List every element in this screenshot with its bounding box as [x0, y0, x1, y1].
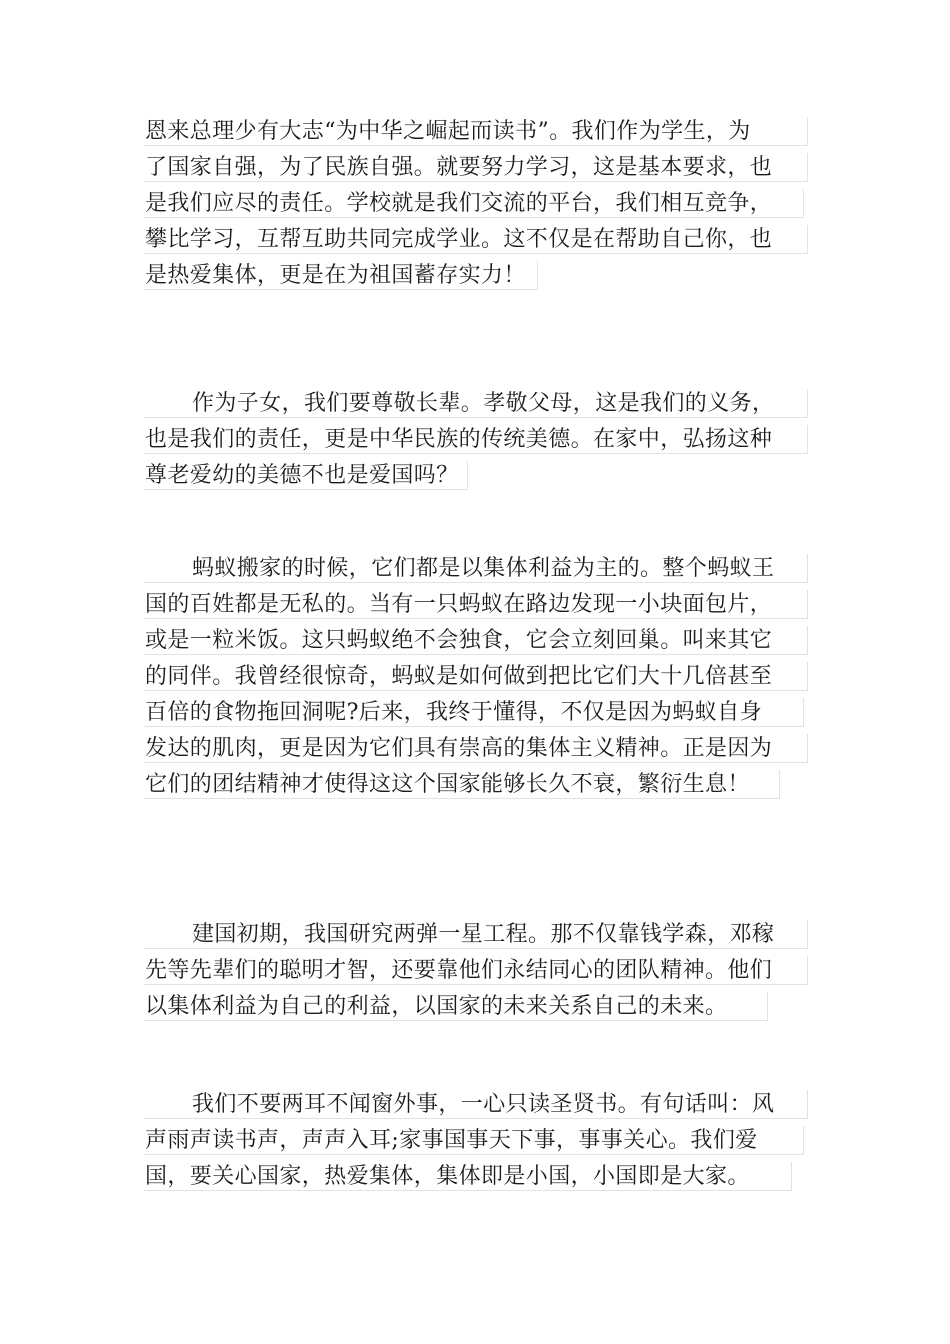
text-line: 以集体利益为自己的利益，以国家的未来关系自己的未来。 [144, 992, 768, 1021]
text-line: 作为子女，我们要尊敬长辈。孝敬父母，这是我们的义务， [144, 389, 808, 418]
text-line: 我们不要两耳不闻窗外事，一心只读圣贤书。有句话叫：风 [144, 1090, 808, 1119]
text-line: 恩来总理少有大志“为中华之崛起而读书”。我们作为学生，为 [144, 117, 808, 146]
text-line: 声雨声读书声，声声入耳;家事国事天下事，事事关心。我们爱 [144, 1126, 804, 1155]
text-line: 蚂蚁搬家的时候，它们都是以集体利益为主的。整个蚂蚁王 [144, 554, 808, 583]
text-line: 了国家自强，为了民族自强。就要努力学习，这是基本要求，也 [144, 153, 808, 182]
paragraph-filial [144, 389, 808, 497]
text-line: 是热爱集体，更是在为祖国蓄存实力！ [144, 261, 538, 290]
text-line: 百倍的食物拖回洞呢?后来，我终于懂得，不仅是因为蚂蚁自身 [144, 698, 804, 727]
text-line: 也是我们的责任，更是中华民族的传统美德。在家中，弘扬这种 [144, 425, 808, 454]
paragraph-two-bombs [144, 920, 808, 1028]
text-line: 发达的肌肉，更是因为它们具有崇高的集体主义精神。正是因为 [144, 734, 808, 763]
paragraph-care-for-country [144, 1090, 808, 1198]
text-line: 或是一粒米饭。这只蚂蚁绝不会独食，它会立刻回巢。叫来其它 [144, 626, 808, 655]
text-line: 尊老爱幼的美德不也是爱国吗？ [144, 461, 468, 490]
text-line: 国的百姓都是无私的。当有一只蚂蚁在路边发现一小块面包片， [144, 590, 808, 619]
paragraph-study [144, 117, 808, 297]
text-line: 先等先辈们的聪明才智，还要靠他们永结同心的团队精神。他们 [144, 956, 808, 985]
text-line: 是我们应尽的责任。学校就是我们交流的平台，我们相互竞争， [144, 189, 804, 218]
text-line: 它们的团结精神才使得这这个国家能够长久不衰，繁衍生息！ [144, 770, 780, 799]
text-line: 攀比学习，互帮互助共同完成学业。这不仅是在帮助自己你，也 [144, 225, 808, 254]
text-line: 建国初期，我国研究两弹一星工程。那不仅靠钱学森，邓稼 [144, 920, 808, 949]
text-line: 的同伴。我曾经很惊奇，蚂蚁是如何做到把比它们大十几倍甚至 [144, 662, 808, 691]
text-line: 国，要关心国家，热爱集体，集体即是小国，小国即是大家。 [144, 1162, 792, 1191]
paragraph-ants [144, 554, 808, 806]
